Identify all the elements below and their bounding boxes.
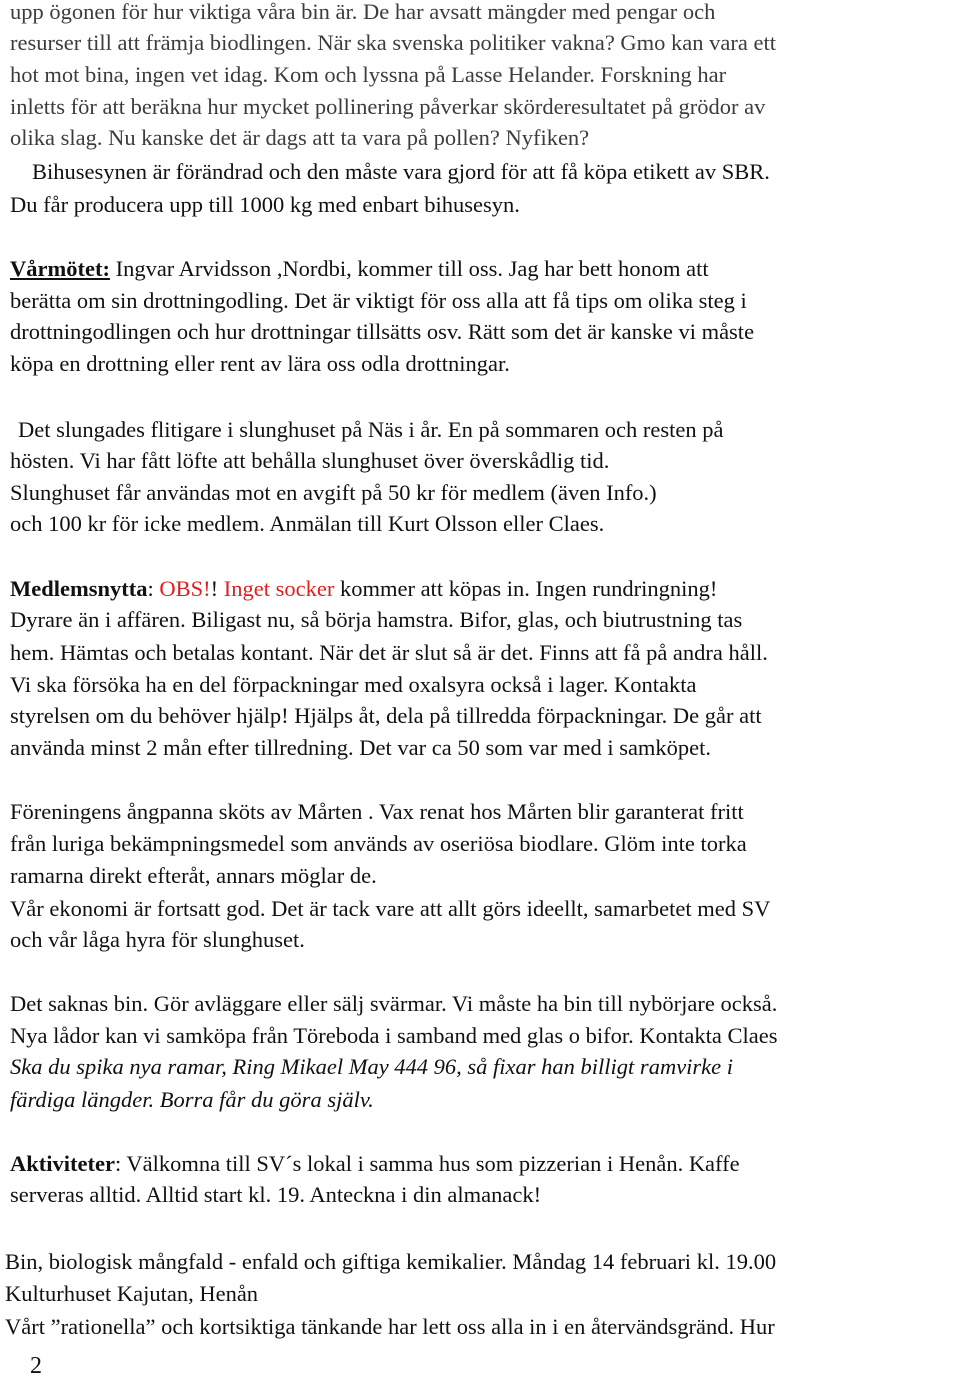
angpanna-line: ramarna direkt efteråt, annars möglar de. [10, 863, 377, 888]
bihuse-line: Bihusesynen är förändrad och den måste vara gjord för att få köpa etikett av SBR. [32, 159, 770, 184]
medlemsnytta-bang: ! [210, 576, 224, 601]
intro-line: inletts för att beräkna hur mycket pollinering påverkar skörderesultatet på grödor av [10, 94, 766, 119]
medlemsnytta-heading: Medlemsnytta [10, 576, 148, 601]
intro-line: olika slag. Nu kanske det är dags att ta vara på pollen? Nyfiken? [10, 125, 590, 150]
aktiviteter-text: : Välkomna till SV´s lokal i samma hus som pizzerian i Henån. Kaffe [114, 1151, 740, 1176]
bin-line: Nya lådor kan vi samköpa från Töreboda i samband med glas o bifor. Kontakta Claes [10, 1023, 778, 1048]
page-number: 2 [30, 1353, 42, 1379]
slunghus-line: och 100 kr för icke medlem. Anmälan till Kurt Olsson eller Claes. [10, 511, 605, 536]
bihuse-line: Du får producera upp till 1000 kg med enbart bihusesyn. [10, 192, 520, 217]
angpanna-line: Vår ekonomi är fortsatt god. Det är tack vare att allt görs ideellt, samarbetet med SV [10, 896, 771, 921]
bin-italic-line: färdiga längder. Borra får du göra själv. [10, 1087, 374, 1112]
aktiviteter-first-line [10, 1149, 740, 1179]
medlemsnytta-line: Vi ska försöka ha en del förpackningar med oxalsyra också i lager. Kontakta [10, 672, 697, 697]
varmotet-line: berätta om sin drottningodling. Det är viktigt för oss alla att få tips om olika steg i [10, 288, 747, 313]
medlemsnytta-line: använda minst 2 mån efter tillredning. Det var ca 50 som var med i samköpet. [10, 735, 712, 760]
varmotet-heading: Vårmötet: [10, 256, 110, 281]
slunghus-line: Det slungades flitigare i slunghuset på Näs i år. En på sommaren och resten på [18, 417, 724, 442]
varmotet-text: Ingvar Arvidsson ,Nordbi, kommer till oss. Jag har bett honom att [109, 256, 709, 281]
varmotet-line: köpa en drottning eller rent av lära oss odla drottningar. [10, 351, 510, 376]
event-line: Kulturhuset Kajutan, Henån [5, 1281, 259, 1306]
bin-italic-line: Ska du spika nya ramar, Ring Mikael May 444 96, så fixar han billigt ramvirke i [10, 1054, 734, 1079]
slunghus-line: hösten. Vi har fått löfte att behålla slunghuset över överskådlig tid. [10, 448, 610, 473]
obs-highlight: OBS! [159, 576, 211, 601]
varmotet-first-line [10, 254, 709, 284]
bin-line: Det saknas bin. Gör avläggare eller sälj svärmar. Vi måste ha bin till nybörjare också. [10, 991, 778, 1016]
medlemsnytta-line: styrelsen om du behöver hjälp! Hjälps åt, dela på tillredda förpackningar. De går att [10, 703, 762, 728]
medlemsnytta-first-line [10, 574, 717, 604]
aktiviteter-line: serveras alltid. Alltid start kl. 19. Anteckna i din almanack! [10, 1182, 542, 1207]
event-line: Vårt ”rationella” och kortsiktiga tänkande har lett oss alla in i en återvändsgränd. Hur [5, 1314, 775, 1339]
aktiviteter-heading: Aktiviteter [10, 1151, 115, 1176]
medlemsnytta-line: Dyrare än i affären. Biligast nu, så börja hamstra. Bifor, glas, och biutrustning tas [10, 607, 743, 632]
slunghus-line: Slunghuset får användas mot en avgift på 50 kr för medlem (även Info.) [10, 480, 657, 505]
medlemsnytta-colon: : [147, 576, 160, 601]
intro-line: hot mot bina, ingen vet idag. Kom och lyssna på Lasse Helander. Forskning har [10, 62, 727, 87]
medlemsnytta-line: hem. Hämtas och betalas kontant. När det är slut så är det. Finns att få på andra håll. [10, 640, 768, 665]
intro-line: resurser till att främja biodlingen. När ska svenska politiker vakna? Gmo kan vara ett [10, 30, 776, 55]
angpanna-line: Föreningens ångpanna sköts av Mårten . Vax renat hos Mårten blir garanterat fritt [10, 799, 744, 824]
intro-line: upp ögonen för hur viktiga våra bin är. De har avsatt mängder med pengar och [10, 0, 716, 24]
varmotet-line: drottningodlingen och hur drottningar tillsätts osv. Rätt som det är kanske vi måste [10, 319, 755, 344]
angpanna-line: och vår låga hyra för slunghuset. [10, 927, 305, 952]
socker-highlight: Inget socker [223, 576, 335, 601]
event-line: Bin, biologisk mångfald - enfald och giftiga kemikalier. Måndag 14 februari kl. 19.00 [5, 1249, 777, 1274]
angpanna-line: från luriga bekämpningsmedel som används av oseriösa biodlare. Glöm inte torka [10, 831, 747, 856]
medlemsnytta-text: kommer att köpas in. Ingen rundringning! [334, 576, 718, 601]
